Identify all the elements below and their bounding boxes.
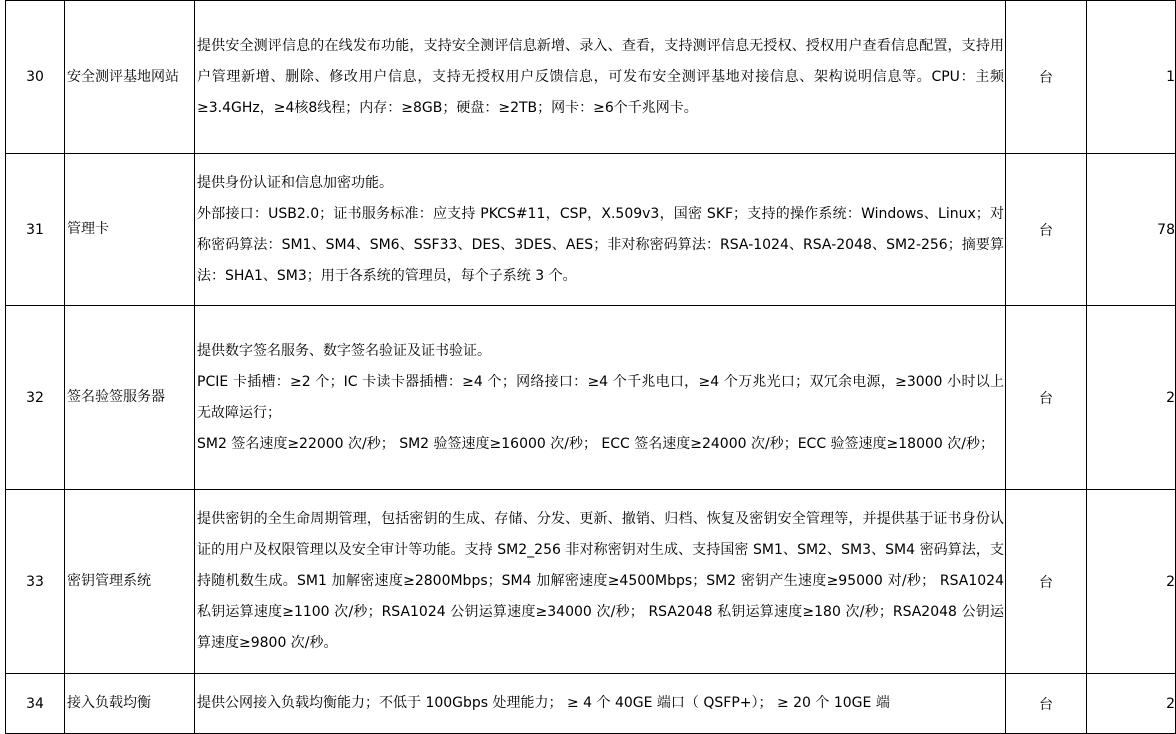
item-name: 密钥管理系统: [65, 490, 195, 674]
description-line: 提供身份认证和信息加密功能。: [197, 174, 393, 191]
item-unit: 台: [1006, 306, 1087, 490]
item-name: 管理卡: [65, 154, 195, 306]
item-name: 安全测评基地网站: [65, 1, 195, 154]
table-row: [6, 154, 1176, 306]
table-row: [6, 674, 1176, 734]
item-quantity: 78: [1087, 154, 1176, 306]
item-name: 接入负载均衡: [65, 674, 195, 734]
row-number: 33: [6, 490, 65, 674]
description-line: 提供密钥的全生命周期管理，包括密钥的生成、存储、分发、更新、撤销、归档、恢复及密钥安全管理等，并提供基于证书身份认证的用户及权限管理以及安全审计等功能。支持 SM2_256 非对称密钥对生成、支持国密 SM1、SM2、SM3、SM4 密码算法，支持随机数生成。SM1 加解密速度≥2800Mbps；SM4 加解密速度≥4500Mbps；SM2 密钥产生速度≥95000 对/秒； RSA1024 私钥运算速度≥1100 次/秒；RSA1024 公钥运算速度≥34000 次/秒； RSA2048 私钥运算速度≥180 次/秒；RSA2048 公钥运算速度≥9800 次/秒。: [197, 511, 1004, 651]
table-row: [6, 490, 1176, 674]
item-unit: 台: [1006, 1, 1087, 154]
spec-table: [5, 0, 1176, 734]
item-quantity: 2: [1087, 306, 1176, 490]
item-quantity: 1: [1087, 1, 1176, 154]
item-name: 签名验签服务器: [65, 306, 195, 490]
description-line: SM2 签名速度≥22000 次/秒； SM2 验签速度≥16000 次/秒； ECC 签名速度≥24000 次/秒；ECC 验签速度≥18000 次/秒；: [197, 435, 994, 452]
item-description: [195, 490, 1006, 674]
item-quantity: 2: [1087, 674, 1176, 734]
item-unit: 台: [1006, 154, 1087, 306]
table-row: [6, 1, 1176, 154]
description-line: 外部接口：USB2.0；证书服务标准：应支持 PKCS#11，CSP，X.509v3，国密 SKF；支持的操作系统：Windows、Linux；对称密码算法：SM1、SM4、SM6、SSF33、DES、3DES、AES；非对称密码算法：RSA-1024、RSA-2048、SM2-256；摘要算法：SHA1、SM3；用于各系统的管理员，每个子系统 3 个。: [197, 205, 1004, 284]
description-line: PCIE 卡插槽：≥2 个；IC 卡读卡器插槽：≥4 个；网络接口：≥4 个千兆电口，≥4 个万兆光口；双冗余电源，≥3000 小时以上无故障运行；: [197, 373, 1004, 421]
description-line: 提供数字签名服务、数字签名验证及证书验证。: [197, 342, 491, 359]
row-number: 34: [6, 674, 65, 734]
table-row: [6, 306, 1176, 490]
item-description: [195, 154, 1006, 306]
item-unit: 台: [1006, 490, 1087, 674]
description-line: 提供公网接入负载均衡能力；不低于 100Gbps 处理能力； ≥ 4 个 40GE 端口（ QSFP+）； ≥ 20 个 10GE 端: [197, 695, 890, 711]
item-description: [195, 306, 1006, 490]
item-unit: 台: [1006, 674, 1087, 734]
item-quantity: 2: [1087, 490, 1176, 674]
row-number: 32: [6, 306, 65, 490]
description-line: 提供安全测评信息的在线发布功能，支持安全测评信息新增、录入、查看，支持测评信息无授权、授权用户查看信息配置，支持用户管理新增、删除、修改用户信息，支持无授权用户反馈信息，可发布安全测评基地对接信息、架构说明信息等。CPU：主频≥3.4GHz，≥4核8线程；内存：≥8GB；硬盘：≥2TB；网卡：≥6个千兆网卡。: [197, 37, 1004, 116]
row-number: 30: [6, 1, 65, 154]
item-description: [195, 1, 1006, 154]
row-number: 31: [6, 154, 65, 306]
item-description: [195, 674, 1006, 734]
